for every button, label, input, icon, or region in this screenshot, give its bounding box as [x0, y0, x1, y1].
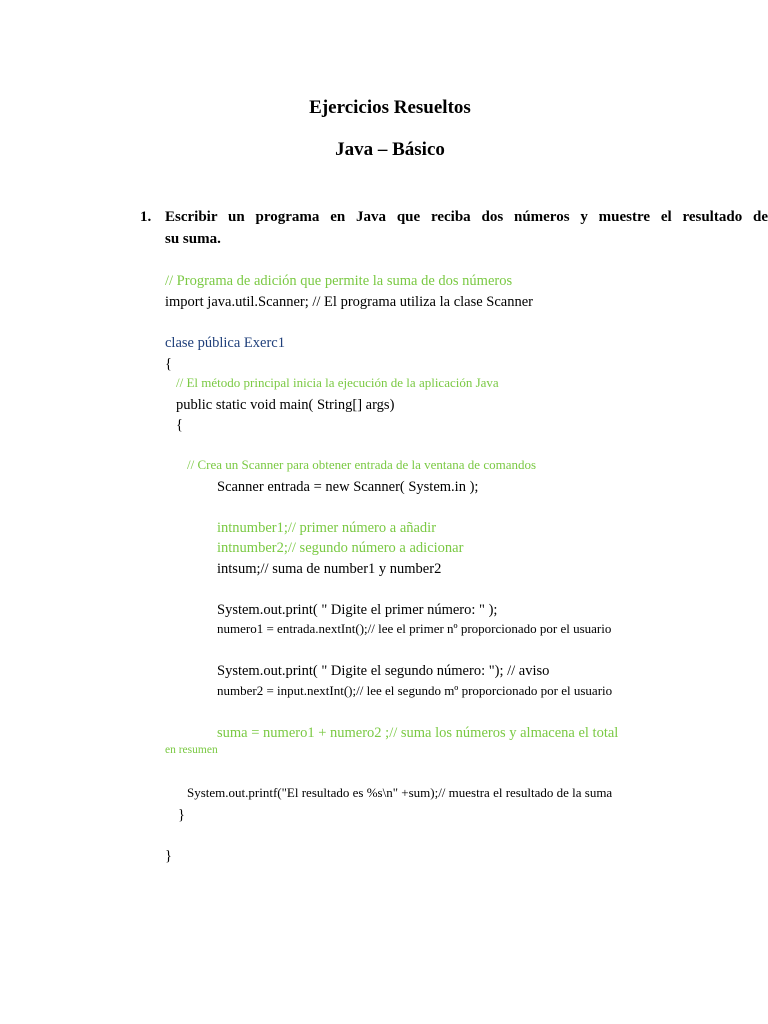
- code-brace: }: [178, 807, 185, 823]
- exercise-statement-line1: Escribir un programa en Java que reciba dos números y muestre el resultado de: [165, 209, 768, 225]
- code-line: Scanner entrada = new Scanner( System.in );: [217, 479, 479, 495]
- page-subtitle: Java – Básico: [335, 139, 445, 160]
- code-brace: {: [165, 356, 172, 372]
- code-line: System.out.printf("El resultado es %s\n" +sum);// muestra el resultado de la suma: [187, 785, 613, 800]
- code-line: System.out.print( " Digite el segundo número: "); // aviso: [217, 663, 550, 679]
- code-line: import java.util.Scanner; // El programa utiliza la clase Scanner: [165, 294, 534, 310]
- code-comment: // El método principal inicia la ejecución de la aplicación Java: [176, 375, 499, 390]
- code-comment: // Programa de adición que permite la suma de dos números: [165, 273, 513, 289]
- exercise-statement-line2: su suma.: [165, 231, 221, 247]
- code-line: intnumber1;// primer número a añadir: [217, 520, 437, 536]
- code-brace: }: [165, 848, 172, 864]
- code-line: en resumen: [165, 744, 218, 756]
- code-line: suma = numero1 + numero2 ;// suma los números y almacena el total: [217, 725, 619, 741]
- code-line: System.out.print( " Digite el primer número: " );: [217, 602, 498, 618]
- page-title: Ejercicios Resueltos: [309, 97, 471, 118]
- code-line: intnumber2;// segundo número a adicionar: [217, 540, 464, 556]
- code-line: intsum;// suma de number1 y number2: [217, 561, 442, 577]
- code-class-declaration: clase pública Exerc1: [165, 335, 285, 351]
- code-brace: {: [176, 417, 183, 433]
- code-line: public static void main( String[] args): [176, 397, 395, 413]
- code-line: number2 = input.nextInt();// lee el segundo mº proporcionado por el usuario: [217, 683, 613, 698]
- code-line: numero1 = entrada.nextInt();// lee el primer nº proporcionado por el usuario: [217, 621, 612, 636]
- code-comment: // Crea un Scanner para obtener entrada de la ventana de comandos: [187, 457, 537, 472]
- exercise-number: 1.: [140, 209, 152, 225]
